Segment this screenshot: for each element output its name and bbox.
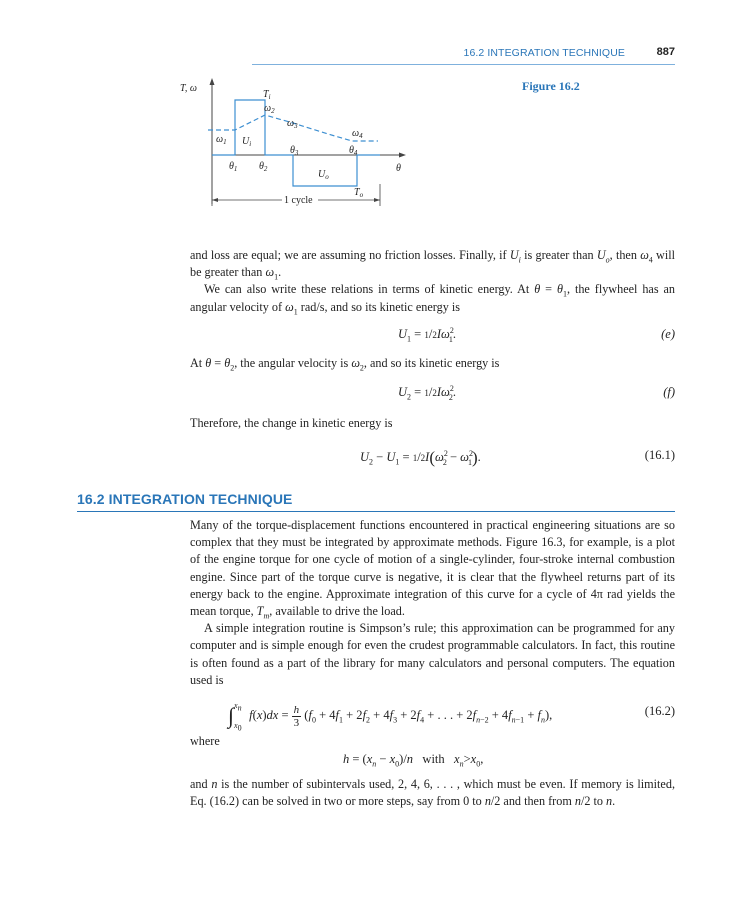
cycle-arrow-right [374,198,380,202]
label-theta2: $\theta_2$ [259,161,268,173]
equation-f-number: (f) [663,385,675,399]
label-Uo: $U_o$ [318,169,329,181]
label-w4: $\omega_4$ [352,128,363,140]
equation-f: $U_2 = 1/2I\omega^2_2$. (f) [398,383,675,402]
figure-label: Figure 16.2 [522,79,580,93]
torque-curve [212,100,380,186]
label-w1: $\omega_1$ [216,134,227,146]
equation-e-number: (e) [661,327,675,341]
paragraph-section: Many of the torque-displacement functions encountered in practical engineering situations are so complex that they must be integrated by approximate methods. Figure 16.3, for example, is a plot of the engine torque for one cycle of motion of a single-cylinder, four-stroke internal combustion engine. Since part of the torque curve is negative, it is clear that the flywheel returns part of its energy back to the engine. Approximate integration of this curve for a cycle of 4π rad yields the mean torque, $T_m$, available to drive the load. A simple integration routine is Simpson’s rule; this approximation can be programmed for any computer and is simple enough for even the crudest programmable calculators. In fact, this routine is often found as a part of the library for many calculators and personal computers. The equation used is [190,518,675,687]
equation-16-2-number: (16.2) [644,704,675,718]
paragraph-subintervals: and n is the number of subintervals used, 2, 4, 6, . . . , which must be even. If memory is limited, Eq. (16.2) can be solved in two or more steps, say from 0 to n/2 and then from n/2 to n. [190,777,675,809]
label-w2: $\omega_2$ [264,103,275,115]
label-theta4: $\theta_4$ [349,145,358,157]
label-Ui: $U_i$ [242,136,252,148]
section-heading: 16.2 INTEGRATION TECHNIQUE [77,491,293,507]
paragraph-losses: and loss are equal; we are assuming no friction losses. Finally, if $U_i$ is greater than $U_o$, then $\omega_4$ will be greater than $\omega_1$. We can also write these relations in terms of kinetic energy. At $\theta = \theta_1$, the flywheel has an angular velocity of $\omega_1$ rad/s, and so its kinetic energy is [190,248,676,317]
label-theta3: $\theta_3$ [290,145,299,157]
label-Ti: $T_i$ [263,89,271,101]
cycle-arrow-left [212,198,218,202]
equation-16-1-number: (16.1) [644,448,675,462]
label-To: $T_o$ [354,187,364,199]
cycle-label: 1 cycle [284,195,313,206]
y-axis-arrow [210,78,215,85]
label-w3: $\omega_3$ [287,118,298,130]
x-axis-label: θ [396,163,401,174]
equation-16-1: $U_2 - U_1 = 1/2I(\omega^2_2 - \omega^2_1)$. (16.1) [360,448,675,467]
running-head-title: 16.2 INTEGRATION TECHNIQUE [463,47,625,59]
equation-h-definition: $h = (x_n - x_0)/n$ with $x_n>x_0$, [343,752,484,769]
x-axis-arrow [399,153,406,158]
section-rule [77,511,675,512]
figure-16-2 [180,74,420,214]
equation-16-2: ∫ $x_n$ $x_0$ f(x)dx = $\frac{h}{3}$ ($f_0 + 4f_1 + 2f_2 + 4f_3 + 2f_4$ + . . . + $2f_{n-2} + 4f_{n-1} + f_n$), (16.2) [228,701,675,733]
where-label: where [190,734,220,748]
label-theta1: $\theta_1$ [229,161,238,173]
header-rule [252,64,675,65]
running-head [410,44,675,64]
paragraph-change: Therefore, the change in kinetic energy is [190,416,393,430]
paragraph-theta2: At $\theta = \theta_2$, the angular velocity is $\omega_2$, and so its kinetic energy is [190,356,500,373]
equation-e: $U_1 = 1/2I\omega^2_1$. (e) [398,325,675,344]
page-number: 887 [656,46,675,58]
y-axis-label: T, ω [180,83,197,94]
